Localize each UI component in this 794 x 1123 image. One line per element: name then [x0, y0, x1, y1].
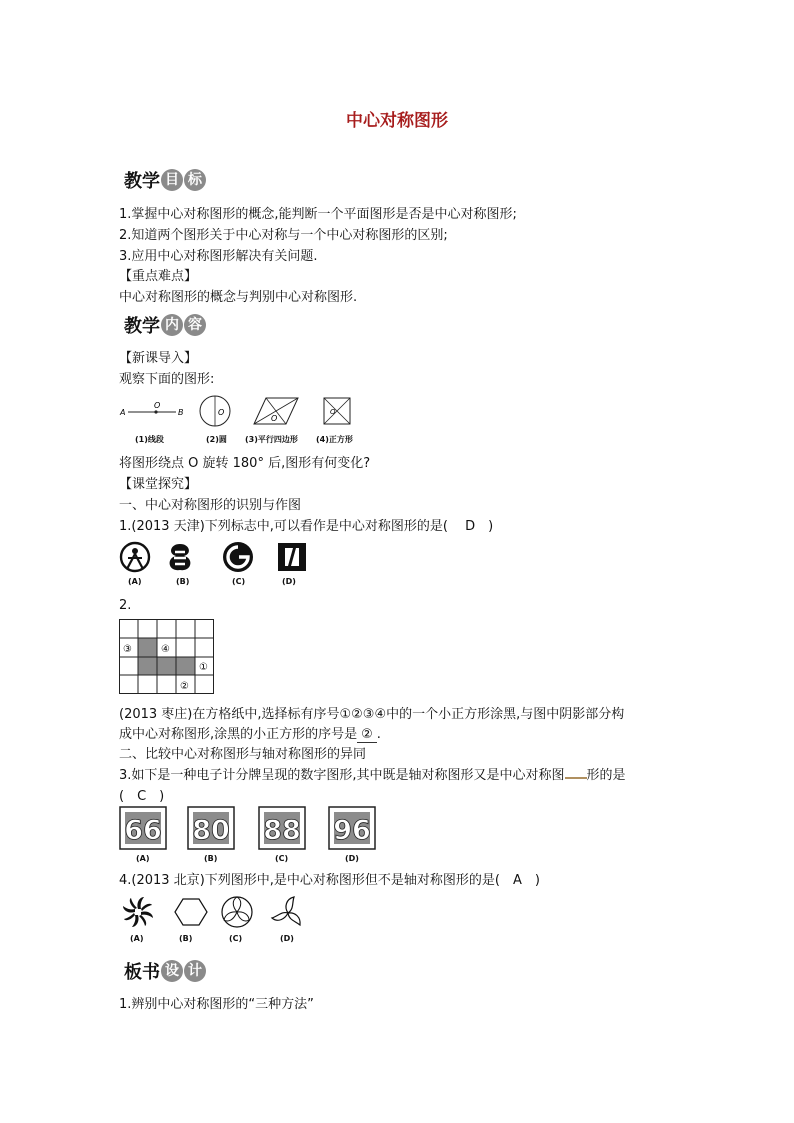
question-2-number: 2.	[119, 598, 132, 613]
point-a-label: A	[120, 408, 126, 417]
logo-a-icon	[121, 543, 149, 571]
observe-text: 观察下面的图形:	[119, 372, 215, 387]
key-text: 中心对称图形的概念与判别中心对称图形.	[119, 290, 358, 305]
digit-text: 96	[333, 815, 371, 846]
part-two-heading: 二、比较中心对称图形与轴对称图形的异同	[119, 747, 367, 762]
rotate-question: 将图形绕点 O 旋转 180° 后,图形有何变化?	[119, 456, 371, 471]
option-caption: (D)	[280, 934, 294, 943]
section-header-circle: 设	[161, 960, 183, 982]
question-2-text: 成中心对称图形,涂黑的小正方形的序号是	[119, 727, 358, 742]
digit-option-c	[259, 807, 305, 849]
logo-d-icon	[278, 543, 306, 571]
question-3-text: 3.如下是一种电子计分牌呈现的数字图形,其中既是轴对称图形又是中心对称图	[119, 768, 565, 783]
option-caption: (D)	[282, 577, 296, 586]
grid-mark-4: ④	[161, 644, 170, 655]
center-o-label: O	[271, 414, 278, 423]
section-header-circle: 内	[161, 314, 183, 336]
option-caption: (B)	[176, 577, 190, 586]
question-1: 1.(2013 天津)下列标志中,可以看作是中心对称图形的是( D )	[119, 519, 494, 534]
point-b-label: B	[178, 408, 184, 417]
digit-text: 88	[263, 815, 301, 846]
question-3-text-end: 形的是	[586, 768, 626, 783]
circle-figure	[200, 396, 230, 426]
option-caption: (A)	[128, 577, 142, 586]
section-header-circle: 容	[184, 314, 206, 336]
parallelogram-figure	[254, 398, 298, 424]
question-2-answer: ②	[357, 727, 377, 743]
grid-lines	[119, 619, 214, 694]
section-header-board	[124, 959, 206, 983]
center-o-label: O	[218, 408, 225, 417]
square-figure	[324, 398, 350, 424]
question-3	[119, 764, 626, 783]
digit-option-d	[329, 807, 375, 849]
pinwheel-icon	[123, 897, 153, 927]
option-caption: (C)	[232, 577, 246, 586]
digit-option-a	[120, 807, 166, 849]
center-o-label: O	[330, 408, 336, 416]
digit-text: 66	[124, 815, 162, 846]
digit-option-b	[188, 807, 234, 849]
figure-caption: (2)圆	[206, 435, 227, 444]
three-blade-circle-icon	[222, 897, 252, 927]
section-header-text: 教学	[124, 316, 160, 337]
question-3-answer: ( C )	[119, 789, 165, 804]
option-caption: (C)	[275, 854, 289, 863]
section-header-circle: 标	[184, 169, 206, 191]
digit-text: 80	[192, 815, 230, 846]
logo-b-icon	[170, 544, 191, 570]
option-caption: (B)	[179, 934, 193, 943]
section-header-circle: 目	[161, 169, 183, 191]
explore-label: 【课堂探究】	[119, 477, 198, 492]
grid-mark-3: ③	[123, 644, 132, 655]
blank-line	[565, 767, 587, 779]
page-title: 中心对称图形	[346, 111, 448, 131]
section-header-text: 教学	[124, 171, 160, 192]
question-2-line-1: (2013 枣庄)在方格纸中,选择标有序号①②③④中的一个小正方形涂黑,与图中阴影部分构	[119, 707, 625, 722]
figure-caption: (4)正方形	[316, 435, 353, 444]
figure-caption: (3)平行四边形	[245, 435, 298, 444]
question-2-end: .	[376, 727, 381, 742]
q4-shape-options	[118, 894, 318, 932]
part-one-heading: 一、中心对称图形的识别与作图	[119, 498, 302, 513]
basic-figures	[118, 392, 368, 432]
goal-line: 2.知道两个图形关于中心对称与一个中心对称图形的区别;	[119, 228, 448, 243]
q1-logo-options	[118, 540, 318, 576]
section-header-text: 板书	[124, 962, 160, 983]
section-header-circle: 计	[184, 960, 206, 982]
q3-digit-options	[119, 806, 379, 852]
question-2-line-2	[119, 723, 381, 743]
option-caption: (D)	[345, 854, 359, 863]
segment-figure	[119, 401, 184, 417]
option-caption: (A)	[136, 854, 150, 863]
key-label: 【重点难点】	[119, 269, 198, 284]
grid-mark-2: ②	[180, 681, 189, 692]
question-4: 4.(2013 北京)下列图形中,是中心对称图形但不是轴对称图形的是( A )	[119, 873, 540, 888]
option-caption: (C)	[229, 934, 243, 943]
goal-line: 3.应用中心对称图形解决有关问题.	[119, 249, 318, 264]
figure-caption: (1)线段	[135, 435, 164, 444]
board-line-1: 1.辨别中心对称图形的“三种方法”	[119, 997, 314, 1012]
q2-grid	[119, 619, 215, 695]
logo-c-icon	[223, 542, 253, 572]
section-header-content	[124, 313, 206, 337]
hexagon-icon	[175, 899, 207, 925]
intro-label: 【新课导入】	[119, 351, 198, 366]
section-header-goals	[124, 168, 206, 192]
option-caption: (B)	[204, 854, 218, 863]
grid-mark-1: ①	[199, 662, 208, 673]
point-o-label: O	[154, 401, 161, 410]
three-blade-fan-icon	[272, 897, 300, 925]
option-caption: (A)	[130, 934, 144, 943]
goal-line: 1.掌握中心对称图形的概念,能判断一个平面图形是否是中心对称图形;	[119, 207, 517, 222]
